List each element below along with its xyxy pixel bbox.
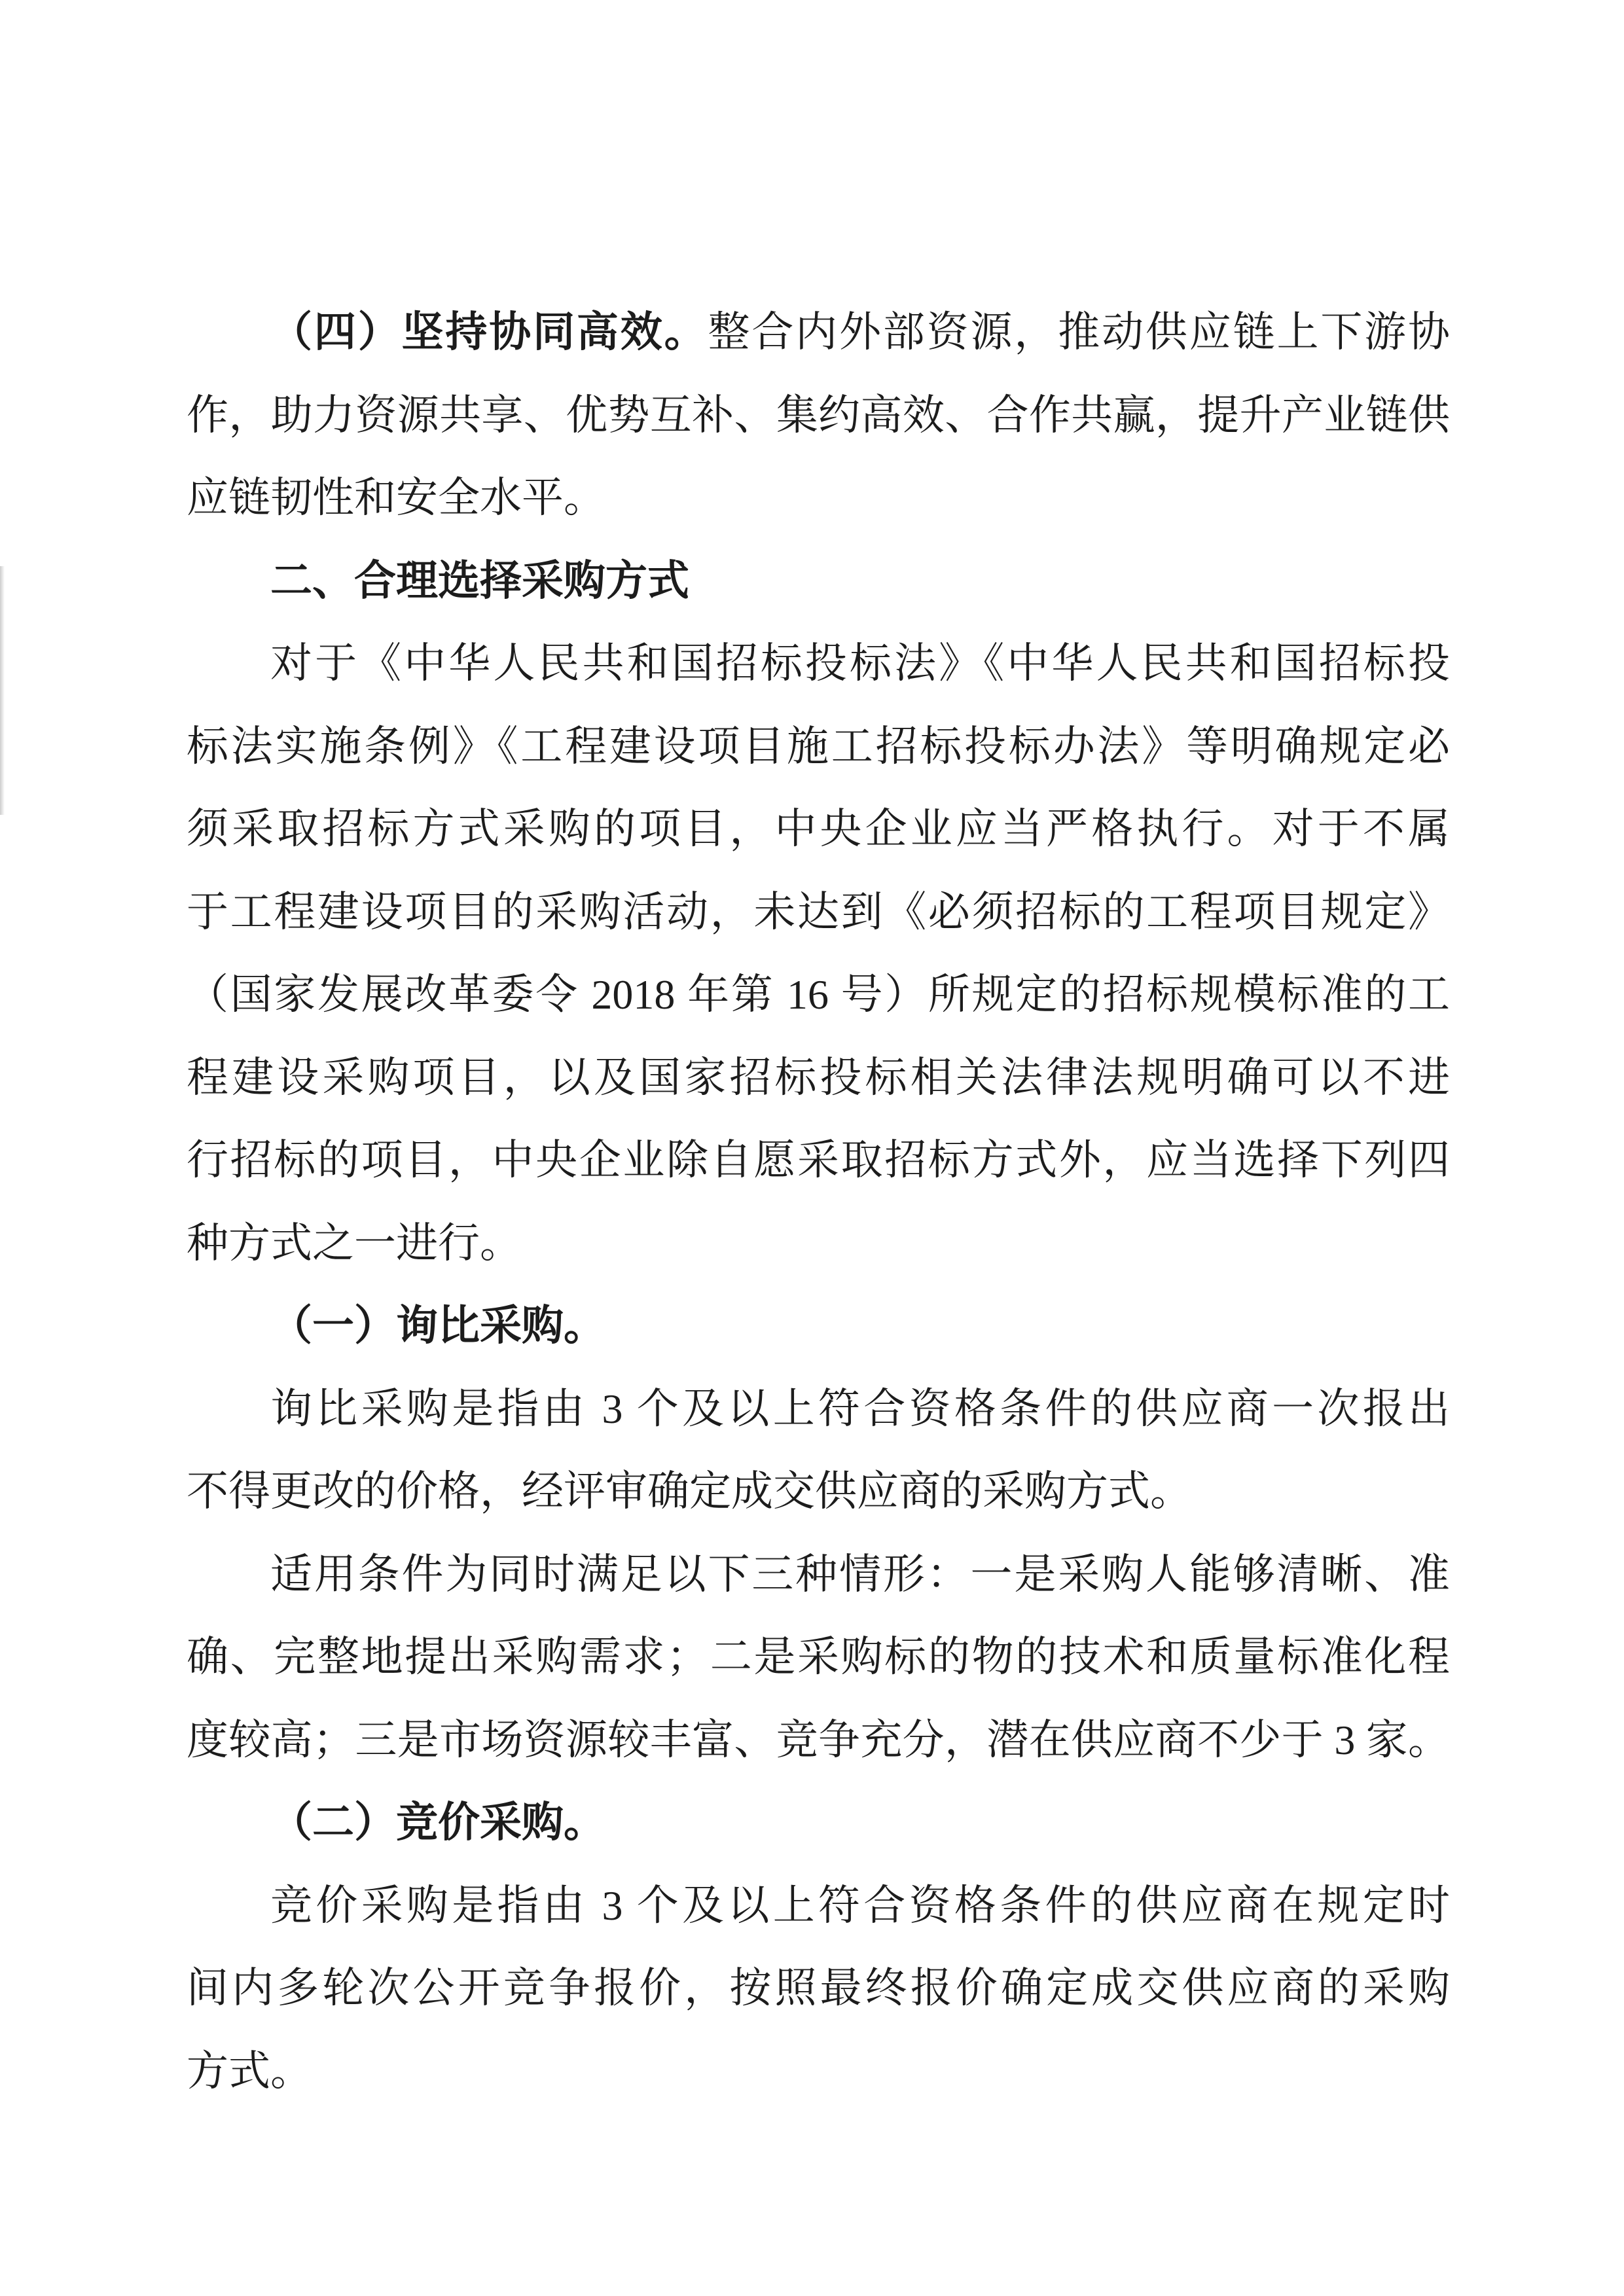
- scan-edge-artifact: [0, 566, 5, 815]
- text-line: [187, 1450, 1450, 1534]
- text-line: [187, 788, 1450, 871]
- text-run: 确、完整地提出采购需求；二是采购标的物的技术和质量标准化程: [187, 1634, 1450, 1680]
- text-line: [187, 457, 1450, 540]
- bold-run: （二）竞价采购。: [270, 1799, 605, 1846]
- text-run: 询比采购是指由 3 个及以上符合资格条件的供应商一次报出: [270, 1385, 1450, 1432]
- text-line: [187, 374, 1450, 457]
- text-line: [187, 1699, 1450, 1782]
- text-line: [187, 291, 1450, 374]
- text-line: [187, 2030, 1450, 2113]
- text-run: 不得更改的价格，经评审确定成交供应商的采购方式。: [187, 1468, 1192, 1515]
- text-run: 应链韧性和安全水平。: [187, 475, 605, 521]
- text-line: [187, 1865, 1450, 1948]
- text-run: 须采取招标方式采购的项目，中央企业应当严格执行。对于不属: [187, 806, 1450, 852]
- text-run: 竞价采购是指由 3 个及以上符合资格条件的供应商在规定时: [270, 1882, 1450, 1929]
- text-run: 整合内外部资源，推动供应链上下游协: [708, 309, 1451, 355]
- text-run: 于工程建设项目的采购活动，未达到《必须招标的工程项目规定》: [187, 888, 1450, 935]
- text-run: 种方式之一进行。: [187, 1219, 522, 1266]
- sub-heading: [187, 1285, 1450, 1368]
- text-line: [187, 1616, 1450, 1699]
- section-heading: [187, 540, 1450, 623]
- text-line: [187, 706, 1450, 789]
- text-run: 行招标的项目，中央企业除自愿采取招标方式外，应当选择下列四: [187, 1137, 1450, 1183]
- bold-run: 二、合理选择采购方式: [270, 557, 689, 604]
- text-line: [187, 871, 1450, 954]
- text-run: 作，助力资源共享、优势互补、集约高效、合作共赢，提升产业链供: [187, 391, 1450, 439]
- text-line: [187, 954, 1450, 1037]
- text-line: [187, 1037, 1450, 1120]
- bold-run: （四）坚持协同高效。: [270, 309, 708, 355]
- text-run: 间内多轮次公开竞争报价，按照最终报价确定成交供应商的采购: [187, 1965, 1450, 2011]
- text-run: 方式。: [187, 2047, 312, 2094]
- text-line: [187, 1947, 1450, 2030]
- text-run: 程建设采购项目，以及国家招标投标相关法律法规明确可以不进: [187, 1054, 1450, 1101]
- document-text-block: [187, 291, 1450, 2113]
- text-run: 标法实施条例》《工程建设项目施工招标投标办法》等明确规定必: [187, 723, 1450, 770]
- text-line: [187, 1202, 1450, 1285]
- sub-heading: [187, 1782, 1450, 1865]
- text-run: 适用条件为同时满足以下三种情形：一是采购人能够清晰、准: [270, 1551, 1450, 1598]
- bold-run: （一）询比采购。: [270, 1302, 605, 1349]
- text-line: [187, 1368, 1450, 1451]
- text-run: 对于《中华人民共和国招标投标法》《中华人民共和国招标投: [270, 640, 1450, 687]
- text-line: [187, 1534, 1450, 1617]
- text-run: （国家发展改革委令 2018 年第 16 号）所规定的招标规模标准的工: [187, 971, 1450, 1018]
- text-line: [187, 622, 1450, 706]
- text-run: 度较高；三是市场资源较丰富、竞争充分，潜在供应商不少于 3 家。: [187, 1716, 1450, 1763]
- text-line: [187, 1119, 1450, 1202]
